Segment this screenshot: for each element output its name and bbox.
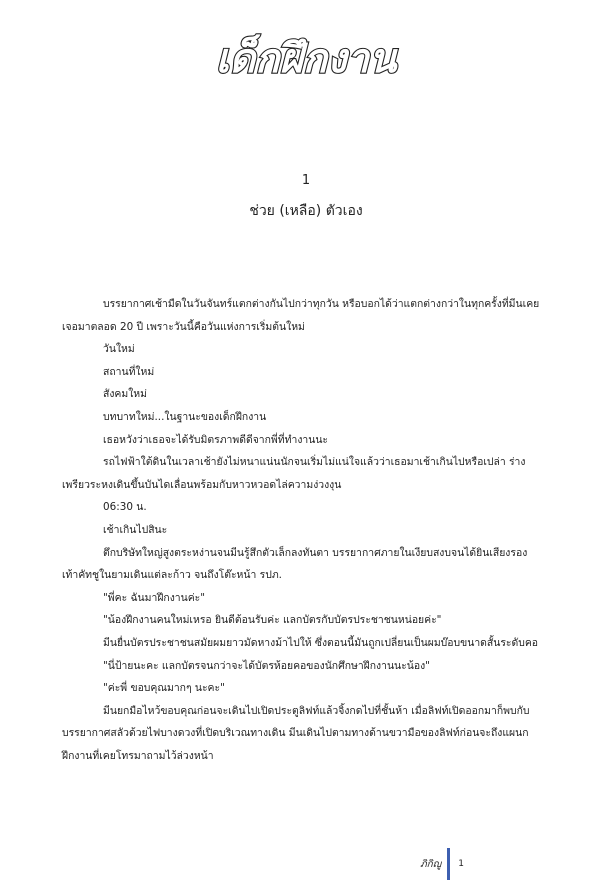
paragraph: บรรยากาศเช้ามืดในวันจันทร์แตกต่างกันไปกว่าทุกวัน หรือบอกได้ว่าแตกต่างกว่าในทุกครั้งที่มีนเคยเจอมาตลอด 20 ปี เพราะวันนี้คือวันแห่งการเริ่มต้นใหม่ xyxy=(62,298,540,333)
paragraph: สังคมใหม่ xyxy=(103,388,147,401)
chapter-body xyxy=(62,293,542,767)
paragraph: สถานที่ใหม่ xyxy=(103,365,155,378)
paragraph: ตึกบริษัทใหญ่สูงตระหง่านจนมีนรู้สึกตัวเล็กลงทันตา บรรยากาศภายในเงียบสงบจนได้ยินเสียงรองเท้าคัทชูในยามเดินแต่ละก้าว จนถึงโต๊ะหน้า รปภ. xyxy=(62,546,528,582)
paragraph: บทบาทใหม่...ในฐานะของเด็กฝึกงาน xyxy=(103,410,267,423)
paragraph: "น้องฝึกงานคนใหม่เหรอ ยินดีต้อนรับค่ะ แลกบัตรกับบัตรประชาชนหน่อยค่ะ" xyxy=(103,614,442,627)
paragraph: มีนยกมือไหว้ขอบคุณก่อนจะเดินไปเปิดประตูลิฟท์แล้วจิ้งกดไปที่ชั้นห้า เมื่อลิฟท์เปิดออกมาก็พบกับบรรยากาศสลัวด้วยไฟบางดวงที่เปิดบริเวณทางเดิน มีนเดินไปตามทางด้านขวามือของลิฟท์ก่อนจะถึงแผนกฝึกงานที่เคยโทรมาถามไว้ล่วงหน้า xyxy=(62,704,530,762)
page-footer xyxy=(420,848,464,880)
chapter-number: 1 xyxy=(301,173,311,188)
paragraph: เธอหวังว่าเธอจะได้รับมิตรภาพดีดีจากพี่ที่ทำงานนะ xyxy=(103,433,329,446)
paragraph: เช้าเกินไปสินะ xyxy=(103,523,168,536)
footer-divider xyxy=(447,848,450,880)
paragraph: 06:30 น. xyxy=(103,501,147,514)
book-title-text: เด็กฝึกงาน xyxy=(215,35,397,82)
paragraph: รถไฟฟ้าใต้ดินในเวลาเช้ายังไม่หนาแน่นนักจนเริ่มไม่แน่ใจแล้วว่าเธอมาเช้าเกินไปหรือเปล่า ร่างเพรียวระหงเดินขึ้นบันไดเลื่อนพร้อมกับหาวหวอดไล่ความง่วงงุน xyxy=(62,456,526,491)
book-title-artwork xyxy=(196,30,416,90)
paragraph: "พี่คะ ฉันมาฝึกงานค่ะ" xyxy=(103,591,206,604)
paragraph: มีนยื่นบัตรประชาชนสมัยผมยาวมัดหางม้าไปให้ ซึ่งตอนนี้มันถูกเปลี่ยนเป็นผมบ๊อบขนาดสั้นระดับคอ xyxy=(103,636,539,649)
paragraph: "นี่ป้ายนะคะ แลกบัตรจนกว่าจะได้บัตรห้อยคอของนักศึกษาฝึกงานนะน้อง" xyxy=(103,659,430,672)
chapter-title: ช่วย (เหลือ) ตัวเอง xyxy=(249,203,363,219)
paragraph: "ค่ะพี่ ขอบคุณมากๆ นะคะ" xyxy=(103,682,225,695)
page-number: 1 xyxy=(458,859,464,869)
book-title-logo xyxy=(0,30,612,90)
paragraph: วันใหม่ xyxy=(103,343,135,356)
footer-author: ภิกิญู xyxy=(420,858,442,870)
